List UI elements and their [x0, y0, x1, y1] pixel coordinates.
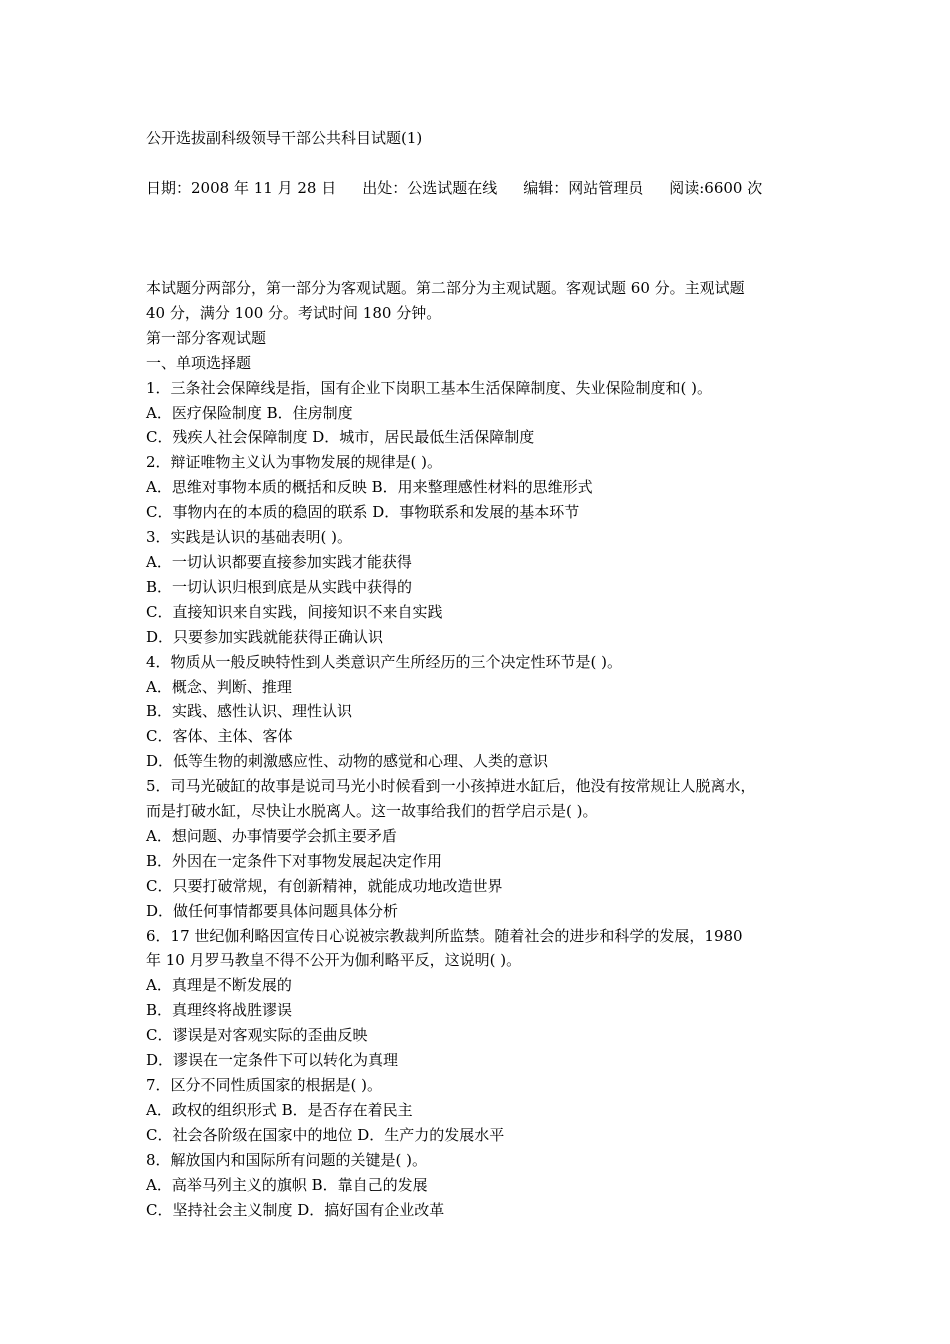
meta-editor: 编辑：网站管理员	[523, 179, 644, 197]
text-line: 5．司马光破缸的故事是说司马光小时候看到一小孩掉进水缸后，他没有按常规让人脱离水，	[146, 777, 756, 796]
text-line: B．外因在一定条件下对事物发展起决定作用	[146, 851, 443, 870]
text-line: 本试题分两部分，第一部分为客观试题。第二部分为主观试题。客观试题 60 分。主观试题	[146, 279, 745, 297]
text-line: D．做任何事情都要具体问题具体分析	[146, 901, 399, 920]
text-line: B．真理终将战胜谬误	[146, 1001, 293, 1020]
text-line: 2．辩证唯物主义认为事物发展的规律是( )。	[146, 453, 443, 472]
document-meta	[146, 176, 762, 200]
text-line: 7．区分不同性质国家的根据是( )。	[146, 1076, 383, 1094]
meta-source: 出处：公选试题在线	[362, 179, 498, 197]
text-line: A．一切认识都要直接参加实践才能获得	[146, 552, 412, 571]
meta-date: 日期：2008 年 11 月 28 日	[146, 179, 337, 197]
text-line: 一、单项选择题	[146, 353, 252, 372]
text-line: D．只要参加实践就能获得正确认识	[146, 627, 384, 646]
text-line: 40 分，满分 100 分。考试时间 180 分钟。	[146, 303, 442, 322]
text-line: 3．实践是认识的基础表明( )。	[146, 528, 353, 547]
text-line: C．事物内在的本质的稳固的联系 D．事物联系和发展的基本环节	[146, 503, 580, 522]
text-line: 年 10 月罗马教皇不得不公开为伽利略平反，这说明( )。	[146, 951, 522, 970]
text-line: C．残疾人社会保障制度 D．城市，居民最低生活保障制度	[146, 428, 535, 447]
text-line: C．社会各阶级在国家中的地位 D．生产力的发展水平	[146, 1125, 505, 1144]
text-line: B．实践、感性认识、理性认识	[146, 702, 353, 721]
text-line: A．概念、判断、推理	[146, 677, 292, 696]
text-line: 6．17 世纪伽利略因宣传日心说被宗教裁判所监禁。随着社会的进步和科学的发展，1980	[146, 926, 743, 945]
text-line: 4．物质从一般反映特性到人类意识产生所经历的三个决定性环节是( )。	[146, 652, 623, 671]
text-line: A．政权的组织形式 B．是否存在着民主	[146, 1100, 413, 1119]
text-line: 而是打破水缸，尽快让水脱离人。这一故事给我们的哲学启示是( )。	[146, 802, 598, 821]
text-line: C．谬误是对客观实际的歪曲反映	[146, 1026, 368, 1045]
text-line: C．只要打破常规，有创新精神，就能成功地改造世界	[146, 876, 503, 895]
meta-reads: 阅读:6600 次	[669, 179, 763, 197]
text-line: A．思维对事物本质的概括和反映 B．用来整理感性材料的思维形式	[146, 478, 593, 497]
text-line: 第一部分客观试题	[146, 328, 267, 347]
text-line: A．医疗保险制度 B．住房制度	[146, 403, 353, 422]
text-line: C．客体、主体、客体	[146, 727, 293, 746]
text-line: C．坚持社会主义制度 D．搞好国有企业改革	[146, 1200, 445, 1219]
text-line: 1．三条社会保障线是指，国有企业下岗职工基本生活保障制度、失业保险制度和( )。	[146, 378, 713, 397]
text-line: D．低等生物的刺激感应性、动物的感觉和心理、人类的意识	[146, 752, 549, 771]
text-line: A．高举马列主义的旗帜 B．靠自己的发展	[146, 1175, 428, 1194]
text-line: B．一切认识归根到底是从实践中获得的	[146, 577, 413, 596]
document-body	[146, 276, 816, 1222]
text-line: 8．解放国内和国际所有问题的关键是( )。	[146, 1150, 428, 1169]
text-line: C．直接知识来自实践，间接知识不来自实践	[146, 602, 443, 621]
text-line: A．想问题、办事情要学会抓主要矛盾	[146, 826, 397, 845]
text-line: A．真理是不断发展的	[146, 976, 292, 995]
text-line: D．谬误在一定条件下可以转化为真理	[146, 1051, 399, 1070]
document-title: 公开选拔副科级领导干部公共科目试题(1)	[146, 129, 423, 147]
